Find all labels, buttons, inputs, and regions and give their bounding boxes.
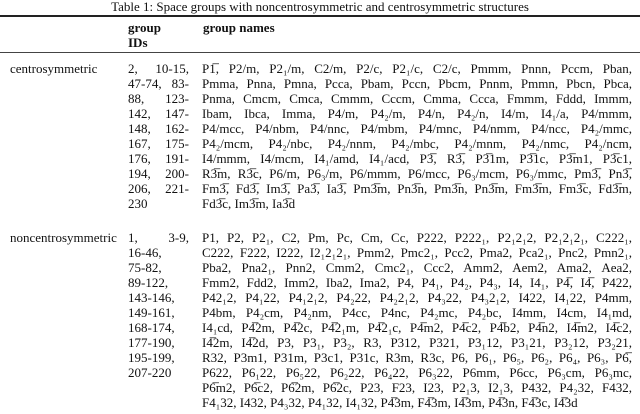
group-names-line: I4/mmm, I4/mcm, I4₁/amd, I4₁/acd, P3̅, R3̅, P3̅1m, P3̅1c, P3̅m1, P3̅c1, — [202, 150, 632, 166]
group-ids-line: 206, 221- — [128, 180, 189, 196]
group-names-line: Fmm2, Fdd2, Imm2, Iba2, Ima2, P4, P4₁, P4₂, P4₃, I4, I4₁, P4̅, I4̅, P422, — [202, 274, 632, 290]
group-names-cell — [202, 230, 632, 410]
group-ids-line: 88, 123- — [128, 90, 189, 106]
group-names-line: I4₁cd, P4̅2m, P4̅2c, P4̅2₁m, P4̅2₁c, P4̅m2, P4̅c2, P4̅b2, P4̅n2, I4̅m2, I4̅c2, — [202, 319, 632, 335]
group-ids-line: 194, 200- — [128, 165, 189, 181]
group-names-line: P622, P6₁22, P6₅22, P6₂22, P6₄22, P6₃22, P6mm, P6cc, P6₃cm, P6₃mc, — [202, 364, 632, 380]
group-names-line: Pmma, Pnna, Pmna, Pcca, Pbam, Pccn, Pbcm, Pnnm, Pmmn, Pbcn, Pbca, — [202, 75, 632, 91]
group-names-line: P1, P2, P2₁, C2, Pm, Pc, Cm, Cc, P222, P222₁, P2₁2₁2, P2₁2₁2₁, C222₁, — [202, 229, 632, 245]
group-ids-line: 142, 147- — [128, 105, 189, 121]
group-ids-line: 16-46, — [128, 244, 162, 260]
group-ids-line: 148, 162- — [128, 120, 189, 136]
group-names-line: C222, F222, I222, I2₁2₁2₁, Pmm2, Pmc2₁, Pcc2, Pma2, Pca2₁, Pnc2, Pmn2₁, — [202, 244, 632, 260]
group-ids-line: 177-190, — [128, 334, 175, 350]
group-ids-line: 89-122, — [128, 274, 169, 290]
group-ids-line: 75-82, — [128, 259, 162, 275]
group-names-line: R32, P3m1, P31m, P3c1, P31c, R3m, R3c, P6, P6₁, P6₅, P6₂, P6₄, P6₃, P6̅, — [202, 349, 632, 365]
group-names-line: Pba2, Pna2₁, Pnn2, Cmm2, Cmc2₁, Ccc2, Amm2, Aem2, Ama2, Aea2, — [202, 259, 632, 275]
group-names-line: Fm3̅, Fd3̅, Im3̅, Pa3̅, Ia3̅, Pm3̅m, Pn3̅n, Pm3̅n, Pn3̅m, Fm3̅m, Fm3̅c, Fd3̅m, — [202, 180, 632, 196]
header-group-ids — [128, 20, 188, 50]
header-group-ids-line1: group — [128, 19, 161, 35]
group-ids-line: 149-161, — [128, 304, 175, 320]
header-group-names: group names — [203, 19, 275, 35]
group-ids-cell — [128, 61, 189, 211]
group-names-line: P42₁2, P4₁22, P4₁2₁2, P4₂22, P4₂2₁2, P4₃22, P4₃2₁2, I422, I4₁22, P4mm, — [202, 289, 632, 305]
top-rule — [0, 15, 640, 17]
group-names-line: R3̅m, R3̅c, P6/m, P6₃/m, P6/mmm, P6/mcc, P6₃/mcm, P6₃/mmc, Pm3̅, Pn3̅, — [202, 165, 632, 181]
group-ids-line: 195-199, — [128, 349, 175, 365]
group-ids-line: 230 — [128, 195, 148, 211]
header-group-ids-line2: IDs — [128, 34, 148, 50]
group-names-line: F4₁32, I432, P4₃32, P4₁32, I4₁32, P4̅3m, F4̅3m, I4̅3m, P4̅3n, F4̅3c, I4̅3d — [202, 394, 578, 410]
group-ids-line: 168-174, — [128, 319, 175, 335]
group-names-line: P1̅, P2/m, P2₁/m, C2/m, P2/c, P2₁/c, C2/c, Pmmm, Pnnn, Pccm, Pban, — [202, 60, 632, 76]
group-names-line: P4₂/mcm, P4₂/nbc, P4₂/nnm, P4₂/mbc, P4₂/mnm, P4₂/nmc, P4₂/ncm, — [202, 135, 632, 151]
group-ids-line: 207-220 — [128, 364, 172, 380]
row-label: centrosymmetric — [10, 60, 98, 76]
header-rule — [0, 52, 640, 53]
row-label: noncentrosymmetric — [10, 229, 117, 245]
group-ids-line: 143-146, — [128, 289, 175, 305]
group-names-line: P6̅m2, P6̅c2, P6̅2m, P6̅2c, P23, F23, I23, P2₁3, I2₁3, P432, P4₂32, F432, — [202, 379, 632, 395]
group-names-line: I4̅2m, I4̅2d, P3, P3₁, P3₂, R3, P312, P321, P3₁12, P3₁21, P3₂12, P3₂21, — [202, 334, 632, 350]
group-names-line: P4bm, P4₂cm, P4₂nm, P4cc, P4nc, P4₂mc, P4₂bc, I4mm, I4cm, I4₁md, — [202, 304, 632, 320]
group-names-cell — [202, 61, 632, 211]
table-caption: Table 1: Space groups with noncentrosymmetric and centrosymmetric structures — [111, 0, 529, 14]
group-names-line: P4/mcc, P4/nbm, P4/nnc, P4/mbm, P4/mnc, P4/nmm, P4/ncc, P4₂/mmc, — [202, 120, 632, 136]
group-ids-line: 1, 3-9, — [128, 229, 189, 245]
group-names-line: Fd3̅c, Im3̅m, Ia3̅d — [202, 195, 296, 211]
group-names-line: Ibam, Ibca, Imma, P4/m, P4₂/m, P4/n, P4₂/n, I4/m, I4₁/a, P4/mmm, — [202, 105, 632, 121]
group-ids-line: 47-74, 83- — [128, 75, 189, 91]
group-names-line: Pnma, Cmcm, Cmca, Cmmm, Cccm, Cmma, Ccca, Fmmm, Fddd, Immm, — [202, 90, 632, 106]
group-ids-line: 176, 191- — [128, 150, 189, 166]
group-ids-line: 167, 175- — [128, 135, 189, 151]
group-ids-cell — [128, 230, 189, 380]
group-ids-line: 2, 10-15, — [128, 60, 189, 76]
